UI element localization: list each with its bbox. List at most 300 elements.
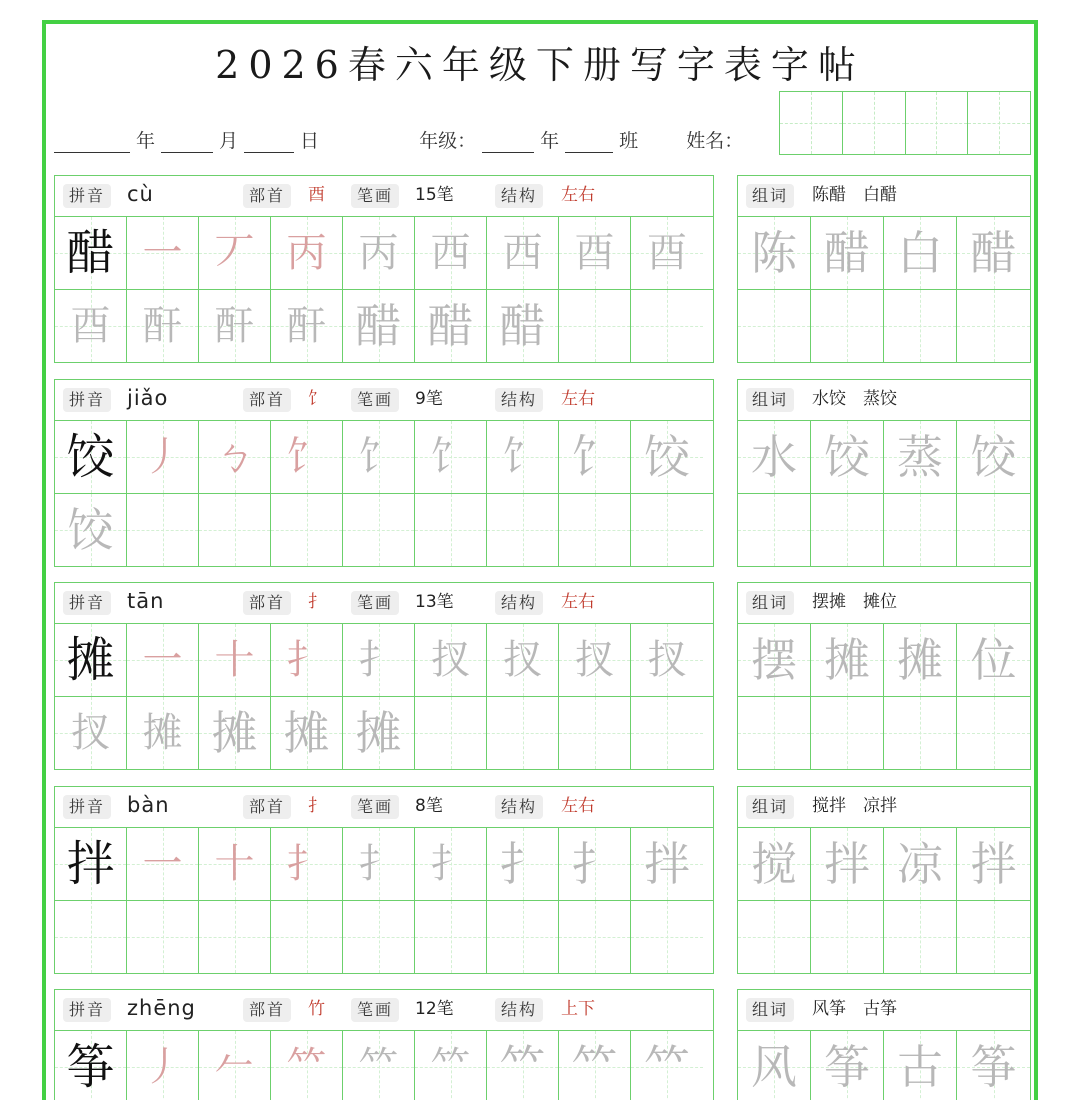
word-cell[interactable] <box>738 421 811 493</box>
stroke-step: 丿 <box>142 434 183 480</box>
practice-cell[interactable] <box>487 421 559 493</box>
practice-cell[interactable] <box>271 624 343 696</box>
radical-value: 扌 <box>308 592 325 612</box>
word-trace-character: 筝 <box>824 1040 870 1094</box>
word-cell[interactable] <box>738 494 811 566</box>
stroke-step: 摊 <box>283 706 330 760</box>
practice-cell[interactable] <box>559 421 631 493</box>
word-trace-character: 陈 <box>751 226 797 280</box>
practice-cell[interactable] <box>55 901 127 973</box>
stroke-step: 西 <box>502 230 543 276</box>
class-label: 班 <box>619 130 639 152</box>
model-character: 筝 <box>66 1039 115 1095</box>
practice-cell[interactable] <box>271 217 343 289</box>
words-value: 风筝 古筝 <box>812 999 897 1019</box>
word-trace-character: 水 <box>751 430 797 484</box>
word-cell[interactable] <box>738 1031 811 1100</box>
radical-tag: 部首 <box>243 591 291 615</box>
practice-cell[interactable] <box>55 217 127 289</box>
practice-cell[interactable] <box>487 828 559 900</box>
practice-cell[interactable] <box>271 421 343 493</box>
strokes-tag: 笔画 <box>351 388 399 412</box>
radical-value: 扌 <box>308 796 325 816</box>
practice-cell[interactable] <box>127 217 199 289</box>
stroke-step: 扌 <box>286 841 327 887</box>
practice-cell[interactable] <box>343 828 415 900</box>
model-character: 拌 <box>66 836 115 892</box>
stroke-step: 扌 <box>286 637 327 683</box>
word-cell[interactable] <box>738 290 811 362</box>
practice-cell[interactable] <box>199 697 271 769</box>
practice-cell[interactable] <box>415 421 487 493</box>
word-row-1 <box>738 1031 1030 1100</box>
stroke-step: 𥫗 <box>430 1044 471 1090</box>
day-blank[interactable] <box>244 134 294 153</box>
word-cell[interactable] <box>811 901 884 973</box>
strokes-tag: 笔画 <box>351 795 399 819</box>
word-trace-character: 凉 <box>897 837 943 891</box>
stroke-step: 𥫗 <box>358 1044 399 1090</box>
stroke-step: 摊 <box>211 706 258 760</box>
practice-cell[interactable] <box>559 494 631 566</box>
stroke-step: 𥫗 <box>286 1044 327 1090</box>
word-trace-character: 醋 <box>824 226 870 280</box>
character-header <box>55 380 713 421</box>
practice-cell[interactable] <box>631 624 703 696</box>
stroke-step: ㄅ <box>214 434 255 480</box>
practice-cell[interactable] <box>415 901 487 973</box>
words-tag: 组词 <box>746 184 794 208</box>
word-row-2 <box>738 290 1030 362</box>
month-label: 月 <box>219 130 239 152</box>
practice-cell[interactable] <box>559 1031 631 1100</box>
practice-cell[interactable] <box>271 697 343 769</box>
practice-cell[interactable] <box>631 217 703 289</box>
name-label: 姓名： <box>686 130 744 152</box>
stroke-step: 饺 <box>644 430 690 484</box>
practice-cell[interactable] <box>199 421 271 493</box>
practice-cell[interactable] <box>415 624 487 696</box>
year-label: 年 <box>136 130 156 152</box>
practice-cell[interactable] <box>487 624 559 696</box>
page-title: 2026春六年级下册写字表字帖 <box>215 43 865 87</box>
structure-value: 左右 <box>561 796 595 816</box>
practice-cell[interactable] <box>271 828 343 900</box>
radical-tag: 部首 <box>243 388 291 412</box>
word-cell[interactable] <box>957 290 1030 362</box>
practice-cell[interactable] <box>343 421 415 493</box>
word-cell[interactable] <box>884 901 957 973</box>
model-character: 饺 <box>66 429 115 485</box>
practice-cell[interactable] <box>55 697 127 769</box>
stroke-step: 醋 <box>427 299 474 353</box>
word-header <box>738 380 1030 421</box>
practice-cell[interactable] <box>343 1031 415 1100</box>
word-trace-character: 搅 <box>751 837 797 891</box>
practice-cell[interactable] <box>487 217 559 289</box>
strokes-tag: 笔画 <box>351 591 399 615</box>
word-cell[interactable] <box>884 290 957 362</box>
stroke-step: 𠂉 <box>214 1044 255 1090</box>
word-panel <box>737 379 1031 567</box>
practice-cell[interactable] <box>271 901 343 973</box>
word-cell[interactable] <box>884 697 957 769</box>
word-cell[interactable] <box>884 217 957 289</box>
word-row-1 <box>738 828 1030 901</box>
radical-value: 酉 <box>308 185 325 205</box>
word-panel <box>737 582 1031 770</box>
grid-row-2 <box>55 290 713 362</box>
stroke-step: 𥫗 <box>644 1040 690 1094</box>
practice-cell[interactable] <box>127 901 199 973</box>
grid-row-2 <box>55 494 713 566</box>
practice-cell[interactable] <box>199 828 271 900</box>
word-cell[interactable] <box>811 494 884 566</box>
class-blank[interactable] <box>565 134 613 153</box>
info-line <box>54 126 749 153</box>
structure-value: 左右 <box>561 185 595 205</box>
practice-cell[interactable] <box>487 901 559 973</box>
pinyin-tag: 拼音 <box>63 998 111 1022</box>
stroke-step: 扌 <box>358 841 399 887</box>
word-trace-character: 摊 <box>897 633 943 687</box>
name-cell[interactable] <box>780 92 843 154</box>
word-header <box>738 787 1030 828</box>
stroke-step: 丿 <box>142 1044 183 1090</box>
character-header <box>55 990 713 1031</box>
stroke-step: 酉 <box>647 230 687 276</box>
practice-cell[interactable] <box>55 624 127 696</box>
words-tag: 组词 <box>746 998 794 1022</box>
model-character: 摊 <box>66 632 115 688</box>
word-cell[interactable] <box>738 624 811 696</box>
pinyin-tag: 拼音 <box>63 795 111 819</box>
words-tag: 组词 <box>746 591 794 615</box>
practice-cell[interactable] <box>127 421 199 493</box>
practice-cell[interactable] <box>55 290 127 362</box>
word-cell[interactable] <box>811 1031 884 1100</box>
structure-tag: 结构 <box>495 591 543 615</box>
word-cell[interactable] <box>738 901 811 973</box>
words-tag: 组词 <box>746 795 794 819</box>
word-cell[interactable] <box>738 828 811 900</box>
stroke-step: 十 <box>214 637 255 683</box>
practice-cell[interactable] <box>271 1031 343 1100</box>
word-cell[interactable] <box>957 828 1030 900</box>
word-cell[interactable] <box>957 217 1030 289</box>
character-header <box>55 176 713 217</box>
practice-cell[interactable] <box>127 624 199 696</box>
practice-cell[interactable] <box>631 828 703 900</box>
word-cell[interactable] <box>957 421 1030 493</box>
stroke-order-panel <box>54 379 714 567</box>
word-cell[interactable] <box>884 624 957 696</box>
year-blank[interactable] <box>54 134 130 153</box>
practice-cell[interactable] <box>559 290 631 362</box>
stroke-step: 丙 <box>358 230 399 276</box>
practice-cell[interactable] <box>415 828 487 900</box>
stroke-step: 醋 <box>355 299 402 353</box>
stroke-step: 饺 <box>67 503 114 557</box>
practice-cell[interactable] <box>343 901 415 973</box>
name-cell[interactable] <box>843 92 906 154</box>
pinyin-tag: 拼音 <box>63 184 111 208</box>
grid-row-1 <box>55 217 713 290</box>
grid-row-1 <box>55 421 713 494</box>
word-cell[interactable] <box>884 828 957 900</box>
stroke-step: 扠 <box>574 637 615 683</box>
words-value: 陈醋 白醋 <box>812 185 897 205</box>
stroke-step: 酐 <box>142 303 183 349</box>
word-cell[interactable] <box>738 697 811 769</box>
stroke-step: 扌 <box>430 841 471 887</box>
radical-value: 竹 <box>308 999 325 1019</box>
stroke-step: 𥫗 <box>499 1040 546 1094</box>
word-cell[interactable] <box>884 1031 957 1100</box>
word-cell[interactable] <box>738 217 811 289</box>
word-cell[interactable] <box>957 494 1030 566</box>
practice-cell[interactable] <box>343 290 415 362</box>
grade-label: 年级： <box>419 130 477 152</box>
stroke-step: 酉 <box>70 303 111 349</box>
word-trace-character: 摆 <box>751 633 797 687</box>
practice-cell[interactable] <box>127 290 199 362</box>
practice-cell[interactable] <box>559 828 631 900</box>
stroke-step: 饣 <box>430 434 471 480</box>
word-row-2 <box>738 494 1030 566</box>
practice-cell[interactable] <box>271 290 343 362</box>
name-boxes[interactable] <box>779 91 1031 155</box>
structure-tag: 结构 <box>495 184 543 208</box>
word-cell[interactable] <box>884 421 957 493</box>
stroke-step: 摊 <box>142 710 183 756</box>
practice-cell[interactable] <box>199 494 271 566</box>
word-row-2 <box>738 697 1030 769</box>
word-header <box>738 176 1030 217</box>
model-character: 醋 <box>66 225 115 281</box>
practice-cell[interactable] <box>343 217 415 289</box>
practice-cell[interactable] <box>199 290 271 362</box>
practice-cell[interactable] <box>199 217 271 289</box>
radical-value: 饣 <box>308 389 325 409</box>
stroke-step: 拌 <box>644 837 690 891</box>
practice-cell[interactable] <box>559 901 631 973</box>
practice-cell[interactable] <box>343 697 415 769</box>
words-value: 摆摊 摊位 <box>812 592 897 612</box>
word-cell[interactable] <box>811 217 884 289</box>
practice-cell[interactable] <box>415 1031 487 1100</box>
stroke-step: 扠 <box>647 637 687 683</box>
word-trace-character: 摊 <box>824 633 870 687</box>
practice-cell[interactable] <box>487 1031 559 1100</box>
practice-cell[interactable] <box>487 494 559 566</box>
stroke-step: 饣 <box>571 430 618 484</box>
grade-blank[interactable] <box>482 134 534 153</box>
practice-cell[interactable] <box>415 697 487 769</box>
word-cell[interactable] <box>811 290 884 362</box>
practice-cell[interactable] <box>631 290 703 362</box>
word-cell[interactable] <box>811 421 884 493</box>
stroke-step: 酐 <box>286 303 327 349</box>
practice-cell[interactable] <box>559 624 631 696</box>
structure-tag: 结构 <box>495 795 543 819</box>
practice-cell[interactable] <box>55 1031 127 1100</box>
pinyin-value: tān <box>127 589 165 613</box>
character-header <box>55 583 713 624</box>
structure-value: 左右 <box>561 389 595 409</box>
character-header <box>55 787 713 828</box>
grade-year-label: 年 <box>540 130 560 152</box>
pinyin-value: bàn <box>127 793 170 817</box>
stroke-order-panel <box>54 786 714 974</box>
word-cell[interactable] <box>957 697 1030 769</box>
pinyin-tag: 拼音 <box>63 388 111 412</box>
stroke-order-panel <box>54 582 714 770</box>
strokes-value: 8笔 <box>415 796 443 816</box>
practice-cell[interactable] <box>199 624 271 696</box>
word-trace-character: 白 <box>897 226 943 280</box>
word-cell[interactable] <box>811 624 884 696</box>
practice-cell[interactable] <box>271 494 343 566</box>
word-panel <box>737 175 1031 363</box>
stroke-step: 十 <box>214 841 255 887</box>
grid-row-1 <box>55 624 713 697</box>
pinyin-value: cù <box>127 182 154 206</box>
strokes-value: 9笔 <box>415 389 443 409</box>
stroke-step: 丆 <box>214 230 255 276</box>
structure-value: 左右 <box>561 592 595 612</box>
grid-row-2 <box>55 697 713 769</box>
practice-cell[interactable] <box>343 494 415 566</box>
word-trace-character: 位 <box>970 633 1017 687</box>
word-trace-character: 蒸 <box>897 430 943 484</box>
copybook-sheet <box>42 20 1038 1100</box>
word-header <box>738 990 1030 1031</box>
name-cell[interactable] <box>968 92 1030 154</box>
practice-cell[interactable] <box>55 421 127 493</box>
practice-cell[interactable] <box>199 1031 271 1100</box>
practice-cell[interactable] <box>631 697 703 769</box>
words-value: 水饺 蒸饺 <box>812 389 897 409</box>
words-tag: 组词 <box>746 388 794 412</box>
grid-row-1 <box>55 828 713 901</box>
words-value: 搅拌 凉拌 <box>812 796 897 816</box>
stroke-step: 饣 <box>502 434 543 480</box>
word-row-1 <box>738 624 1030 697</box>
word-row-1 <box>738 421 1030 494</box>
practice-cell[interactable] <box>55 494 127 566</box>
stroke-step: 一 <box>142 841 183 887</box>
practice-cell[interactable] <box>415 217 487 289</box>
practice-cell[interactable] <box>127 697 199 769</box>
practice-cell[interactable] <box>631 1031 703 1100</box>
stroke-step: 扠 <box>430 637 471 683</box>
practice-cell[interactable] <box>631 901 703 973</box>
practice-cell[interactable] <box>487 290 559 362</box>
word-cell[interactable] <box>884 494 957 566</box>
word-trace-character: 饺 <box>970 430 1017 484</box>
name-cell[interactable] <box>906 92 969 154</box>
word-panel <box>737 786 1031 974</box>
practice-cell[interactable] <box>127 1031 199 1100</box>
radical-tag: 部首 <box>243 795 291 819</box>
practice-cell[interactable] <box>415 290 487 362</box>
radical-tag: 部首 <box>243 184 291 208</box>
strokes-value: 15笔 <box>415 185 454 205</box>
stroke-step: 扌 <box>358 637 399 683</box>
word-trace-character: 饺 <box>824 430 870 484</box>
stroke-step: 丙 <box>286 230 327 276</box>
stroke-step: 扠 <box>70 710 111 756</box>
word-panel <box>737 989 1031 1100</box>
stroke-order-panel <box>54 989 714 1100</box>
stroke-order-panel <box>54 175 714 363</box>
stroke-step: 扠 <box>502 637 543 683</box>
structure-tag: 结构 <box>495 998 543 1022</box>
stroke-step: 摊 <box>355 706 402 760</box>
word-cell[interactable] <box>811 697 884 769</box>
grid-row-1 <box>55 1031 713 1100</box>
word-trace-character: 筝 <box>970 1040 1017 1094</box>
pinyin-value: zhēng <box>127 996 196 1020</box>
day-label: 日 <box>300 130 320 152</box>
word-cell[interactable] <box>957 624 1030 696</box>
structure-value: 上下 <box>561 999 595 1019</box>
word-row-2 <box>738 901 1030 973</box>
pinyin-value: jiǎo <box>127 386 169 410</box>
stroke-step: 一 <box>142 637 183 683</box>
practice-cell[interactable] <box>415 494 487 566</box>
practice-cell[interactable] <box>55 828 127 900</box>
radical-tag: 部首 <box>243 998 291 1022</box>
word-cell[interactable] <box>811 828 884 900</box>
practice-cell[interactable] <box>199 901 271 973</box>
stroke-step: 扌 <box>499 837 546 891</box>
stroke-step: 一 <box>142 230 183 276</box>
word-trace-character: 古 <box>897 1040 943 1094</box>
practice-cell[interactable] <box>487 697 559 769</box>
practice-cell[interactable] <box>127 828 199 900</box>
stroke-step: 𥫗 <box>571 1040 618 1094</box>
word-cell[interactable] <box>957 901 1030 973</box>
word-header <box>738 583 1030 624</box>
stroke-step: 西 <box>430 230 471 276</box>
stroke-step: 饣 <box>358 434 399 480</box>
practice-cell[interactable] <box>343 624 415 696</box>
word-trace-character: 拌 <box>970 837 1017 891</box>
grid-row-2 <box>55 901 713 973</box>
word-row-1 <box>738 217 1030 290</box>
pinyin-tag: 拼音 <box>63 591 111 615</box>
practice-cell[interactable] <box>631 494 703 566</box>
structure-tag: 结构 <box>495 388 543 412</box>
word-cell[interactable] <box>957 1031 1030 1100</box>
stroke-step: 饣 <box>286 434 327 480</box>
strokes-value: 12笔 <box>415 999 454 1019</box>
stroke-step: 扌 <box>571 837 618 891</box>
stroke-step: 醋 <box>499 299 546 353</box>
word-trace-character: 醋 <box>970 226 1017 280</box>
practice-cell[interactable] <box>559 697 631 769</box>
practice-cell[interactable] <box>559 217 631 289</box>
word-trace-character: 拌 <box>824 837 870 891</box>
strokes-value: 13笔 <box>415 592 454 612</box>
practice-cell[interactable] <box>631 421 703 493</box>
strokes-tag: 笔画 <box>351 998 399 1022</box>
stroke-step: 酐 <box>214 303 255 349</box>
month-blank[interactable] <box>161 134 213 153</box>
practice-cell[interactable] <box>127 494 199 566</box>
